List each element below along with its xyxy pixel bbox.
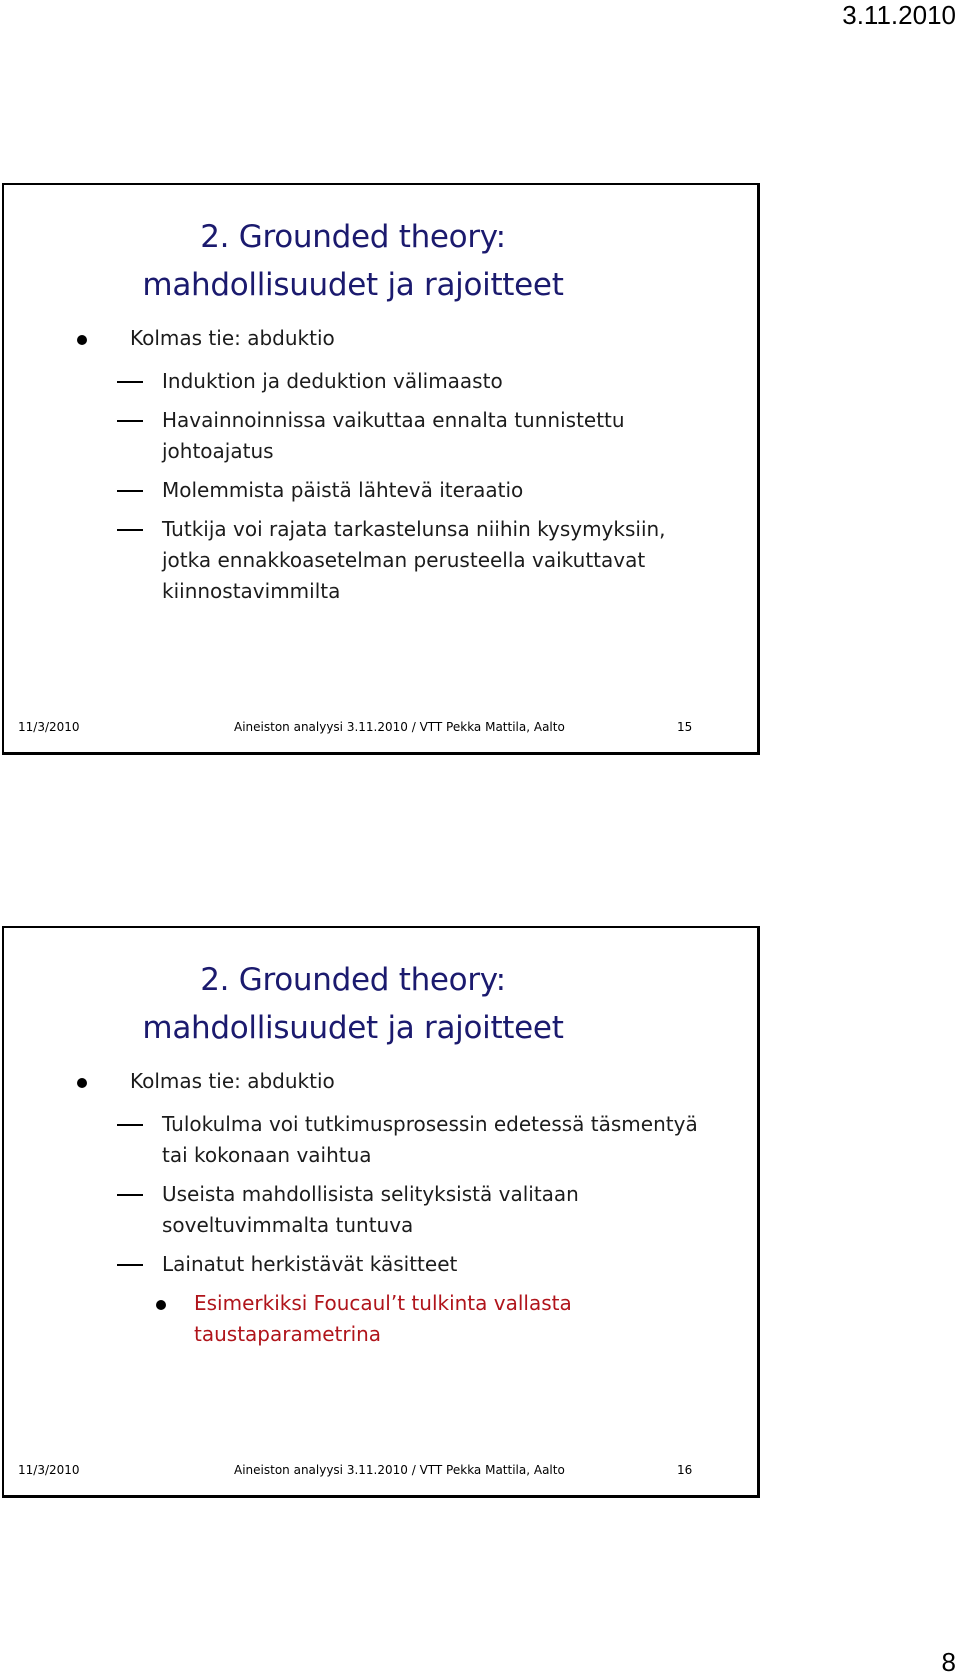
bullet-text: Kolmas tie: abduktio [130,1069,335,1093]
bullet-dot-icon [77,335,87,345]
sub-item-text: Tutkija voi rajata tarkastelunsa niihin kysymyksiin, jotka ennakkoasetelman perusteella vaikuttavat kiinnostavimmilta [162,517,666,603]
dash-icon [117,490,143,492]
slide-title-line1: 2. Grounded theory: [200,219,506,255]
slide-footer [4,1463,757,1483]
dash-icon [117,529,143,531]
bullet-text: Kolmas tie: abduktio [130,326,335,350]
sub-item [4,475,757,506]
sub-item [4,366,757,397]
footer-text: Aineiston analyysi 3.11.2010 / VTT Pekka Mattila, Aalto [234,720,565,734]
sub-item [4,405,757,467]
slide-body [4,1066,757,1350]
sub-item [4,1249,757,1280]
slide-title-line2: mahdollisuudet ja rajoitteet [142,1010,564,1046]
sub-item-text: Havainnoinnissa vaikuttaa ennalta tunnistettu johtoajatus [162,408,625,463]
slide-16 [2,926,760,1498]
slide-title-line2: mahdollisuudet ja rajoitteet [142,267,564,303]
sub-item-text: Useista mahdollisista selityksistä valitaan soveltuvimmalta tuntuva [162,1182,579,1237]
bullet-dot-icon [156,1300,166,1310]
slide-15 [2,183,760,755]
sub-item-text: Induktion ja deduktion välimaasto [162,369,503,393]
bullet-dot-icon [77,1078,87,1088]
dash-icon [117,381,143,383]
sub-item [4,514,757,607]
sub-item-text: Lainatut herkistävät käsitteet [162,1252,458,1276]
page-number: 8 [941,1647,956,1677]
slide-number: 15 [677,720,693,734]
footer-text: Aineiston analyysi 3.11.2010 / VTT Pekka Mattila, Aalto [234,1463,565,1477]
sub-sub-item-text: Esimerkiksi Foucaul’t tulkinta vallasta taustaparametrina [194,1291,572,1346]
dash-icon [117,1124,143,1126]
sub-sub-item [4,1288,757,1350]
bullet-item [4,1066,757,1097]
slide-body [4,323,757,615]
bullet-item [4,323,757,354]
slide-title-line1: 2. Grounded theory: [200,962,506,998]
sub-item-text: Molemmista päistä lähtevä iteraatio [162,478,524,502]
dash-icon [117,1264,143,1266]
footer-date: 11/3/2010 [18,720,80,734]
slide-number: 16 [677,1463,693,1477]
sub-item-text: Tulokulma voi tutkimusprosessin edetessä täsmentyä tai kokonaan vaihtua [162,1112,698,1167]
footer-date: 11/3/2010 [18,1463,80,1477]
sub-item [4,1179,757,1241]
dash-icon [117,1194,143,1196]
page-date: 3.11.2010 [842,0,956,30]
slide-title [4,956,757,1052]
slide-footer [4,720,757,740]
sub-item [4,1109,757,1171]
slide-title [4,213,757,309]
dash-icon [117,420,143,422]
